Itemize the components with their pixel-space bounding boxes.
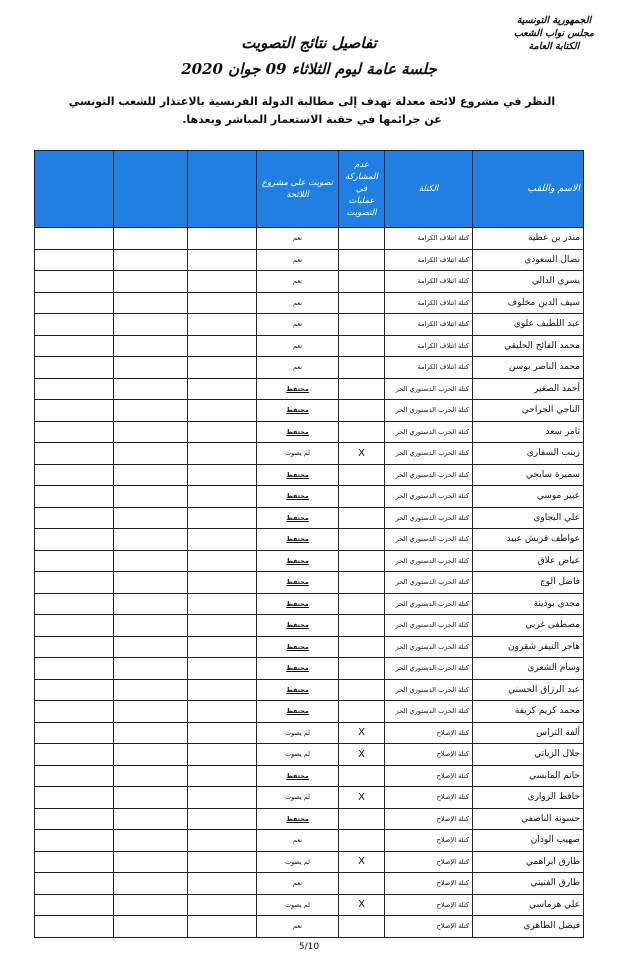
vote-subject bbox=[28, 93, 596, 129]
bloc-cell: كتلة الحزب الدستوري الحر bbox=[385, 593, 473, 615]
bloc-cell: كتلة الحزب الدستوري الحر bbox=[385, 636, 473, 658]
empty-cell bbox=[114, 335, 188, 357]
empty-cell bbox=[188, 228, 257, 250]
non-participation-cell bbox=[339, 873, 385, 895]
empty-cell bbox=[35, 787, 114, 809]
empty-cell bbox=[35, 679, 114, 701]
empty-cell bbox=[35, 292, 114, 314]
non-participation-cell bbox=[339, 593, 385, 615]
vote-cell: محتفظ bbox=[257, 593, 339, 615]
bloc-cell: كتلة الحزب الدستوري الحر bbox=[385, 378, 473, 400]
table-row bbox=[35, 378, 584, 400]
table-row bbox=[35, 744, 584, 766]
non-participation-cell bbox=[339, 357, 385, 379]
bloc-cell: كتلة ائتلاف الكرامة bbox=[385, 271, 473, 293]
empty-cell bbox=[35, 916, 114, 938]
vote-cell: نعم bbox=[257, 873, 339, 895]
member-name-cell: حسونة الناصفي bbox=[473, 808, 584, 830]
empty-cell bbox=[188, 787, 257, 809]
empty-cell bbox=[114, 851, 188, 873]
empty-cell bbox=[188, 400, 257, 422]
empty-cell bbox=[188, 808, 257, 830]
bloc-cell: كتلة الإصلاح bbox=[385, 873, 473, 895]
vote-cell: محتفظ bbox=[257, 658, 339, 680]
vote-cell: محتفظ bbox=[257, 615, 339, 637]
empty-cell bbox=[188, 593, 257, 615]
member-name-cell: أحمد الصغير bbox=[473, 378, 584, 400]
empty-cell bbox=[35, 314, 114, 336]
non-participation-cell: X bbox=[339, 894, 385, 916]
non-participation-cell: X bbox=[339, 851, 385, 873]
member-name-cell: مجدي بوذينة bbox=[473, 593, 584, 615]
member-name-cell: يسري الدالي bbox=[473, 271, 584, 293]
non-participation-cell: X bbox=[339, 722, 385, 744]
non-participation-cell bbox=[339, 636, 385, 658]
vote-cell: نعم bbox=[257, 228, 339, 250]
bloc-cell: كتلة الحزب الدستوري الحر bbox=[385, 507, 473, 529]
member-name-cell: عبد اللطيف علوي bbox=[473, 314, 584, 336]
vote-cell: محتفظ bbox=[257, 701, 339, 723]
vote-subject-line-2: عن جرائمها في حقبة الاستعمار المباشر وبعدها. bbox=[182, 113, 442, 126]
empty-cell bbox=[114, 830, 188, 852]
table-row bbox=[35, 572, 584, 594]
table-row bbox=[35, 249, 584, 271]
vote-cell: محتفظ bbox=[257, 636, 339, 658]
page-title: تفاصيل نتائج التصويت bbox=[241, 34, 377, 52]
empty-cell bbox=[35, 443, 114, 465]
bloc-cell: كتلة الحزب الدستوري الحر bbox=[385, 572, 473, 594]
non-participation-cell bbox=[339, 808, 385, 830]
empty-cell bbox=[114, 808, 188, 830]
empty-cell bbox=[188, 615, 257, 637]
bloc-cell: كتلة الإصلاح bbox=[385, 765, 473, 787]
member-name-cell: محمد الفائح الحليقي bbox=[473, 335, 584, 357]
non-participation-cell: X bbox=[339, 443, 385, 465]
bloc-cell: كتلة الحزب الدستوري الحر bbox=[385, 701, 473, 723]
session-date: جلسة عامة ليوم الثلاثاء 09 جوان 2020 bbox=[181, 60, 437, 78]
empty-cell bbox=[35, 486, 114, 508]
empty-cell bbox=[188, 314, 257, 336]
empty-cell bbox=[114, 615, 188, 637]
bloc-cell: كتلة الحزب الدستوري الحر bbox=[385, 464, 473, 486]
non-participation-cell bbox=[339, 550, 385, 572]
empty-cell bbox=[188, 421, 257, 443]
non-participation-cell bbox=[339, 679, 385, 701]
member-name-cell: ثامر سعد bbox=[473, 421, 584, 443]
vote-results-table bbox=[34, 150, 584, 938]
bloc-cell: كتلة ائتلاف الكرامة bbox=[385, 292, 473, 314]
table-row bbox=[35, 228, 584, 250]
member-name-cell: عياض علاق bbox=[473, 550, 584, 572]
empty-cell bbox=[188, 550, 257, 572]
member-name-cell: طارق ابراهمي bbox=[473, 851, 584, 873]
empty-cell bbox=[35, 765, 114, 787]
empty-cell bbox=[188, 679, 257, 701]
non-participation-cell bbox=[339, 314, 385, 336]
vote-cell: محتفظ bbox=[257, 400, 339, 422]
table-row bbox=[35, 787, 584, 809]
table-row bbox=[35, 529, 584, 551]
empty-cell bbox=[114, 572, 188, 594]
table-row bbox=[35, 421, 584, 443]
non-participation-cell bbox=[339, 830, 385, 852]
member-name-cell: فاضل الوج bbox=[473, 572, 584, 594]
empty-cell bbox=[35, 335, 114, 357]
empty-cell bbox=[35, 593, 114, 615]
page-number: 5/10 bbox=[298, 942, 320, 952]
institution-line-3: الكتابة العامة bbox=[528, 41, 580, 52]
empty-cell bbox=[35, 357, 114, 379]
institution-line-1: الجمهورية التونسية bbox=[516, 15, 592, 26]
empty-cell bbox=[35, 658, 114, 680]
empty-cell bbox=[114, 314, 188, 336]
empty-cell bbox=[114, 271, 188, 293]
empty-cell bbox=[114, 249, 188, 271]
table-row bbox=[35, 271, 584, 293]
table-row bbox=[35, 808, 584, 830]
vote-cell: نعم bbox=[257, 830, 339, 852]
empty-cell bbox=[188, 744, 257, 766]
non-participation-cell bbox=[339, 507, 385, 529]
bloc-cell: كتلة الحزب الدستوري الحر bbox=[385, 658, 473, 680]
column-header-empty-1 bbox=[188, 151, 257, 228]
institution-line-2: مجلس نواب الشعب bbox=[513, 28, 594, 39]
member-name-cell: سميرة سايحي bbox=[473, 464, 584, 486]
column-header-participation: عدم المشاركة في عمليات التصويت bbox=[339, 151, 385, 228]
vote-cell: لم يصوت bbox=[257, 787, 339, 809]
empty-cell bbox=[114, 679, 188, 701]
member-name-cell: نضال السعودي bbox=[473, 249, 584, 271]
table-row bbox=[35, 550, 584, 572]
table-row bbox=[35, 851, 584, 873]
empty-cell bbox=[35, 271, 114, 293]
empty-cell bbox=[35, 851, 114, 873]
bloc-cell: كتلة الحزب الدستوري الحر bbox=[385, 615, 473, 637]
empty-cell bbox=[35, 808, 114, 830]
non-participation-cell: X bbox=[339, 744, 385, 766]
table-row bbox=[35, 722, 584, 744]
table-row bbox=[35, 615, 584, 637]
empty-cell bbox=[188, 443, 257, 465]
bloc-cell: كتلة ائتلاف الكرامة bbox=[385, 249, 473, 271]
table-row bbox=[35, 314, 584, 336]
member-name-cell: ألفة التراس bbox=[473, 722, 584, 744]
vote-cell: محتفظ bbox=[257, 378, 339, 400]
empty-cell bbox=[114, 378, 188, 400]
empty-cell bbox=[114, 357, 188, 379]
non-participation-cell bbox=[339, 249, 385, 271]
empty-cell bbox=[114, 464, 188, 486]
empty-cell bbox=[35, 249, 114, 271]
non-participation-cell bbox=[339, 464, 385, 486]
member-name-cell: عبد الرزاق الحسني bbox=[473, 679, 584, 701]
empty-cell bbox=[114, 765, 188, 787]
empty-cell bbox=[188, 873, 257, 895]
empty-cell bbox=[35, 378, 114, 400]
empty-cell bbox=[35, 529, 114, 551]
empty-cell bbox=[35, 550, 114, 572]
bloc-cell: كتلة الحزب الدستوري الحر bbox=[385, 529, 473, 551]
member-name-cell: صهيب الوذان bbox=[473, 830, 584, 852]
vote-cell: نعم bbox=[257, 916, 339, 938]
bloc-cell: كتلة الإصلاح bbox=[385, 916, 473, 938]
table-row bbox=[35, 593, 584, 615]
empty-cell bbox=[35, 507, 114, 529]
empty-cell bbox=[188, 851, 257, 873]
vote-cell: نعم bbox=[257, 249, 339, 271]
member-name-cell: جلال الزياتي bbox=[473, 744, 584, 766]
empty-cell bbox=[188, 529, 257, 551]
vote-cell: نعم bbox=[257, 292, 339, 314]
non-participation-cell: X bbox=[339, 787, 385, 809]
table-row bbox=[35, 894, 584, 916]
member-name-cell: طارق الفتيتي bbox=[473, 873, 584, 895]
empty-cell bbox=[114, 744, 188, 766]
vote-cell: لم يصوت bbox=[257, 722, 339, 744]
empty-cell bbox=[188, 271, 257, 293]
empty-cell bbox=[114, 292, 188, 314]
non-participation-cell bbox=[339, 572, 385, 594]
empty-cell bbox=[188, 335, 257, 357]
vote-cell: لم يصوت bbox=[257, 894, 339, 916]
bloc-cell: كتلة الحزب الدستوري الحر bbox=[385, 550, 473, 572]
empty-cell bbox=[114, 421, 188, 443]
bloc-cell: كتلة الحزب الدستوري الحر bbox=[385, 486, 473, 508]
column-header-vote: تصويت على مشروع اللائحة bbox=[257, 151, 339, 228]
empty-cell bbox=[114, 443, 188, 465]
empty-cell bbox=[114, 228, 188, 250]
bloc-cell: كتلة الإصلاح bbox=[385, 787, 473, 809]
non-participation-cell bbox=[339, 421, 385, 443]
member-name-cell: مصطفى غربي bbox=[473, 615, 584, 637]
empty-cell bbox=[35, 400, 114, 422]
bloc-cell: كتلة الإصلاح bbox=[385, 894, 473, 916]
empty-cell bbox=[35, 744, 114, 766]
table-row bbox=[35, 916, 584, 938]
table-row bbox=[35, 765, 584, 787]
member-name-cell: الناجي الجراحي bbox=[473, 400, 584, 422]
member-name-cell: حاتم المانسي bbox=[473, 765, 584, 787]
table-row bbox=[35, 443, 584, 465]
table-row bbox=[35, 335, 584, 357]
member-name-cell: زينب السفاري bbox=[473, 443, 584, 465]
table-row bbox=[35, 486, 584, 508]
vote-cell: محتفظ bbox=[257, 421, 339, 443]
vote-cell: لم يصوت bbox=[257, 851, 339, 873]
bloc-cell: كتلة الحزب الدستوري الحر bbox=[385, 421, 473, 443]
vote-cell: نعم bbox=[257, 271, 339, 293]
vote-cell: محتفظ bbox=[257, 550, 339, 572]
member-name-cell: عبير موسي bbox=[473, 486, 584, 508]
empty-cell bbox=[188, 507, 257, 529]
empty-cell bbox=[114, 701, 188, 723]
vote-subject-line-1: النظر في مشروع لائحة معدلة تهدف إلى مطالبة الدولة الفرنسية بالاعتذار للشعب التونسي bbox=[68, 95, 556, 108]
non-participation-cell bbox=[339, 335, 385, 357]
member-name-cell: هاجر النيفر شقرون bbox=[473, 636, 584, 658]
empty-cell bbox=[188, 894, 257, 916]
non-participation-cell bbox=[339, 486, 385, 508]
vote-cell: لم يصوت bbox=[257, 744, 339, 766]
empty-cell bbox=[35, 894, 114, 916]
non-participation-cell bbox=[339, 378, 385, 400]
empty-cell bbox=[188, 830, 257, 852]
empty-cell bbox=[188, 658, 257, 680]
bloc-cell: كتلة الإصلاح bbox=[385, 851, 473, 873]
bloc-cell: كتلة الإصلاح bbox=[385, 744, 473, 766]
non-participation-cell bbox=[339, 228, 385, 250]
bloc-cell: كتلة الإصلاح bbox=[385, 722, 473, 744]
bloc-cell: كتلة ائتلاف الكرامة bbox=[385, 357, 473, 379]
vote-cell: محتفظ bbox=[257, 529, 339, 551]
empty-cell bbox=[35, 228, 114, 250]
empty-cell bbox=[35, 873, 114, 895]
empty-cell bbox=[188, 765, 257, 787]
empty-cell bbox=[35, 615, 114, 637]
empty-cell bbox=[114, 593, 188, 615]
non-participation-cell bbox=[339, 701, 385, 723]
column-header-empty-2 bbox=[114, 151, 188, 228]
table-row bbox=[35, 679, 584, 701]
empty-cell bbox=[35, 701, 114, 723]
table-row bbox=[35, 636, 584, 658]
table-row bbox=[35, 873, 584, 895]
empty-cell bbox=[114, 486, 188, 508]
non-participation-cell bbox=[339, 615, 385, 637]
empty-cell bbox=[114, 658, 188, 680]
empty-cell bbox=[114, 400, 188, 422]
vote-cell: محتفظ bbox=[257, 765, 339, 787]
member-name-cell: فيصل الطاهري bbox=[473, 916, 584, 938]
non-participation-cell bbox=[339, 292, 385, 314]
member-name-cell: عواطف قريش عبيد bbox=[473, 529, 584, 551]
empty-cell bbox=[35, 830, 114, 852]
empty-cell bbox=[114, 722, 188, 744]
bloc-cell: كتلة ائتلاف الكرامة bbox=[385, 314, 473, 336]
bloc-cell: كتلة الإصلاح bbox=[385, 830, 473, 852]
non-participation-cell bbox=[339, 765, 385, 787]
vote-cell: نعم bbox=[257, 335, 339, 357]
column-header-empty-3 bbox=[35, 151, 114, 228]
empty-cell bbox=[188, 464, 257, 486]
table-row bbox=[35, 658, 584, 680]
vote-cell: محتفظ bbox=[257, 464, 339, 486]
member-name-cell: علي هرماسي bbox=[473, 894, 584, 916]
empty-cell bbox=[114, 873, 188, 895]
vote-cell: نعم bbox=[257, 314, 339, 336]
vote-cell: محتفظ bbox=[257, 808, 339, 830]
bloc-cell: كتلة ائتلاف الكرامة bbox=[385, 335, 473, 357]
column-header-bloc: الكتلة bbox=[385, 151, 473, 228]
bloc-cell: كتلة ائتلاف الكرامة bbox=[385, 228, 473, 250]
non-participation-cell bbox=[339, 400, 385, 422]
table-row bbox=[35, 292, 584, 314]
empty-cell bbox=[188, 357, 257, 379]
empty-cell bbox=[114, 916, 188, 938]
empty-cell bbox=[35, 464, 114, 486]
member-name-cell: حافظ الزواري bbox=[473, 787, 584, 809]
empty-cell bbox=[114, 550, 188, 572]
table-row bbox=[35, 464, 584, 486]
member-name-cell: وسام الشعري bbox=[473, 658, 584, 680]
empty-cell bbox=[114, 507, 188, 529]
member-name-cell: سيف الدين مخلوف bbox=[473, 292, 584, 314]
empty-cell bbox=[188, 916, 257, 938]
empty-cell bbox=[188, 486, 257, 508]
bloc-cell: كتلة الحزب الدستوري الحر bbox=[385, 443, 473, 465]
empty-cell bbox=[35, 722, 114, 744]
empty-cell bbox=[114, 894, 188, 916]
empty-cell bbox=[188, 636, 257, 658]
table-header-row bbox=[35, 151, 584, 228]
non-participation-cell bbox=[339, 916, 385, 938]
empty-cell bbox=[188, 722, 257, 744]
table-row bbox=[35, 507, 584, 529]
member-name-cell: علي البجاوي bbox=[473, 507, 584, 529]
bloc-cell: كتلة الحزب الدستوري الحر bbox=[385, 679, 473, 701]
table-row bbox=[35, 400, 584, 422]
empty-cell bbox=[114, 529, 188, 551]
table-row bbox=[35, 830, 584, 852]
empty-cell bbox=[188, 249, 257, 271]
empty-cell bbox=[188, 701, 257, 723]
member-name-cell: محمد الناصر بوسن bbox=[473, 357, 584, 379]
non-participation-cell bbox=[339, 658, 385, 680]
member-name-cell: منذر بن عطية bbox=[473, 228, 584, 250]
empty-cell bbox=[35, 636, 114, 658]
empty-cell bbox=[114, 636, 188, 658]
vote-cell: محتفظ bbox=[257, 507, 339, 529]
bloc-cell: كتلة الإصلاح bbox=[385, 808, 473, 830]
empty-cell bbox=[35, 421, 114, 443]
table-row bbox=[35, 357, 584, 379]
vote-cell: محتفظ bbox=[257, 679, 339, 701]
empty-cell bbox=[188, 292, 257, 314]
vote-cell: محتفظ bbox=[257, 572, 339, 594]
member-name-cell: محمد كريم كريفة bbox=[473, 701, 584, 723]
table-body bbox=[35, 228, 584, 938]
bloc-cell: كتلة الحزب الدستوري الحر bbox=[385, 400, 473, 422]
empty-cell bbox=[35, 572, 114, 594]
vote-cell: لم يصوت bbox=[257, 443, 339, 465]
non-participation-cell bbox=[339, 529, 385, 551]
vote-cell: نعم bbox=[257, 357, 339, 379]
empty-cell bbox=[188, 572, 257, 594]
vote-cell: محتفظ bbox=[257, 486, 339, 508]
empty-cell bbox=[114, 787, 188, 809]
column-header-name: الاسم واللقب bbox=[473, 151, 584, 228]
table-row bbox=[35, 701, 584, 723]
empty-cell bbox=[188, 378, 257, 400]
non-participation-cell bbox=[339, 271, 385, 293]
